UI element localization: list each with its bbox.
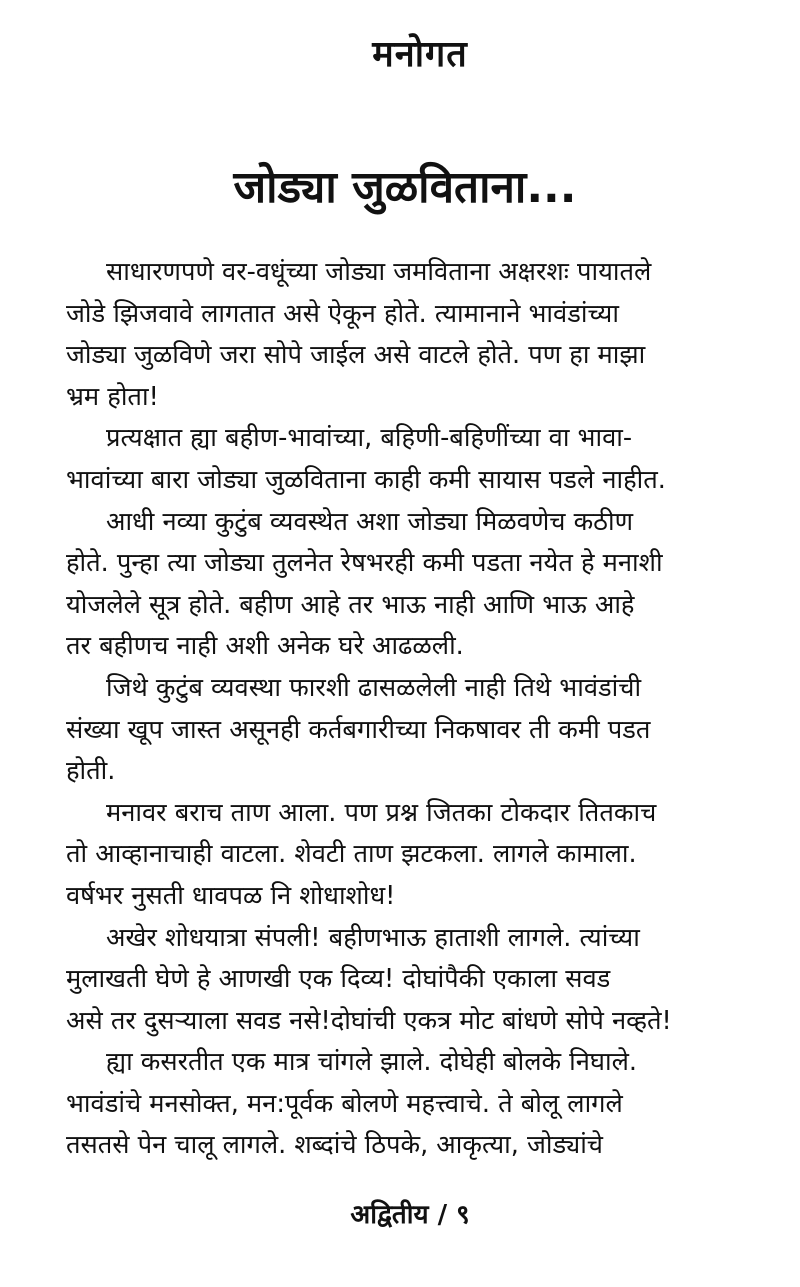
text-line: मुलाखती घेणे हे आणखी एक दिव्य! दोघांपैकी एकाला सवड bbox=[66, 964, 611, 995]
paragraph bbox=[66, 918, 742, 1043]
section-title: मनोगत bbox=[372, 34, 468, 75]
text-line: जोडे झिजवावे लागतात असे ऐकून होते. त्यामानाने भावंडांच्या bbox=[66, 298, 619, 329]
text-line: तसतसे पेन चालू लागले. शब्दांचे ठिपके, आकृत्या, जोड्यांचे bbox=[66, 1130, 603, 1161]
text-line: प्रत्यक्षात ह्या बहीण-भावांच्या, बहिणी-बहिणींच्या वा भावा- bbox=[106, 423, 633, 454]
text-line: असे तर दुसऱ्याला सवड नसे!दोघांची एकत्र मोट बांधणे सोपे नव्हते! bbox=[66, 1005, 672, 1036]
paragraph bbox=[66, 1042, 742, 1167]
text-line: तर बहीणच नाही अशी अनेक घरे आढळली. bbox=[66, 631, 464, 662]
text-line: ह्या कसरतीत एक मात्र चांगले झाले. दोघेही बोलके निघाले. bbox=[106, 1047, 638, 1078]
paragraph bbox=[66, 418, 742, 501]
text-line: जिथे कुटुंब व्यवस्था फारशी ढासळलेली नाही तिथे भावंडांची bbox=[106, 672, 642, 703]
text-line: योजलेले सूत्र होते. बहीण आहे तर भाऊ नाही आणि भाऊ आहे bbox=[66, 589, 635, 620]
text-line: भावंडांचे मनसोक्त, मन:पूर्वक बोलणे महत्त्वाचे. ते बोलू लागले bbox=[66, 1088, 623, 1119]
paragraph bbox=[66, 502, 742, 668]
paragraph bbox=[66, 668, 742, 793]
chapter-title: जोड्या जुळविताना... bbox=[233, 162, 577, 213]
text-line: संख्या खूप जास्त असूनही कर्तबगारीच्या निकषावर ती कमी पडत bbox=[66, 714, 651, 745]
text-line: साधारणपणे वर-वधूंच्या जोड्या जमविताना अक्षरशः पायातले bbox=[106, 257, 652, 287]
paragraph bbox=[66, 793, 742, 918]
text-line: होती. bbox=[66, 756, 116, 787]
text-line: मनावर बराच ताण आला. पण प्रश्न जितका टोकदार तितकाच bbox=[106, 797, 657, 828]
text-line: अखेर शोधयात्रा संपली! बहीणभाऊ हाताशी लागले. त्यांच्या bbox=[106, 922, 640, 953]
text-line: वर्षभर नुसती धावपळ नि शोधाशोध! bbox=[66, 880, 396, 911]
text-line: आधी नव्या कुटुंब व्यवस्थेत अशा जोड्या मिळवणेच कठीण bbox=[106, 506, 634, 537]
text-line: होते. पुन्हा त्या जोड्या तुलनेत रेषभरही कमी पडता नयेत हे मनाशी bbox=[66, 548, 663, 579]
page-footer: अद्वितीय / ९ bbox=[350, 1200, 470, 1230]
text-line: तो आव्हानाचाही वाटला. शेवटी ताण झटकला. लागले कामाला. bbox=[66, 839, 637, 870]
text-line: भ्रम होता! bbox=[66, 381, 159, 412]
text-line: भावांच्या बारा जोड्या जुळविताना काही कमी सायास पडले नाहीत. bbox=[66, 464, 666, 495]
body-text bbox=[66, 252, 742, 1167]
paragraph bbox=[66, 252, 742, 418]
text-line: जोड्या जुळविणे जरा सोपे जाईल असे वाटले होते. पण हा माझा bbox=[66, 340, 646, 371]
